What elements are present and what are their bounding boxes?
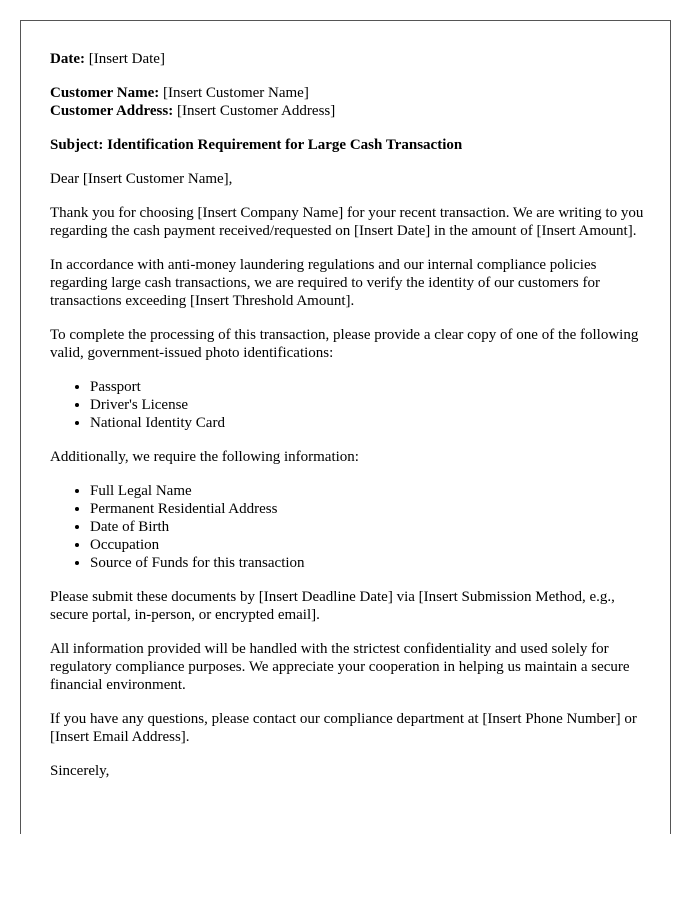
- list-item: • Driver's License: [90, 396, 650, 414]
- compliance-paragraph: In accordance with anti-money laundering regulations and our internal compliance policies regarding large cash transactions, we are required to verify the identity of our customers for transactions exceeding [Insert Threshold Amount].: [50, 257, 600, 309]
- intro-paragraph: Thank you for choosing [Insert Company Name] for your recent transaction. We are writing to you regarding the cash payment received/requested on [Insert Date] in the amount of [Insert Amount].: [50, 205, 644, 239]
- closing: Sincerely,: [50, 763, 110, 779]
- subject-line: [50, 136, 650, 154]
- customer-address-label: Customer Address:: [50, 103, 174, 119]
- list-item: • Permanent Residential Address: [90, 500, 650, 518]
- confidentiality-paragraph: All information provided will be handled with the strictest confidentiality and used solely for regulatory compliance purposes. We appreciate your cooperation in helping us maintain a secure financial environment.: [50, 641, 630, 693]
- list-item: • Source of Funds for this transaction: [90, 554, 650, 572]
- greeting: Dear [Insert Customer Name],: [50, 171, 233, 187]
- info-list: [50, 482, 650, 572]
- list-item: • Passport: [90, 378, 650, 396]
- customer-name-line: [50, 84, 650, 102]
- contact-paragraph: If you have any questions, please contact our compliance department at [Insert Phone Number] or [Insert Email Address].: [50, 711, 637, 745]
- customer-name-label: Customer Name:: [50, 85, 160, 101]
- customer-address-value: [Insert Customer Address]: [176, 103, 336, 119]
- date-label: Date:: [50, 51, 85, 67]
- list-item: • Full Legal Name: [90, 482, 650, 500]
- date-value: [Insert Date]: [88, 51, 165, 67]
- id-list: [50, 378, 650, 432]
- list-item: • Occupation: [90, 536, 650, 554]
- id-request-paragraph: To complete the processing of this transaction, please provide a clear copy of one of the following valid, government-issued photo identifications:: [50, 327, 639, 361]
- customer-address-line: [50, 102, 650, 120]
- date-line: [50, 50, 650, 68]
- deadline-paragraph: Please submit these documents by [Insert Deadline Date] via [Insert Submission Method, e.g., secure portal, in-person, or encrypted email].: [50, 589, 615, 623]
- list-item: • National Identity Card: [90, 414, 650, 432]
- customer-name-value: [Insert Customer Name]: [163, 85, 309, 101]
- info-request-paragraph: Additionally, we require the following information:: [50, 449, 359, 465]
- subject-text: Subject: Identification Requirement for Large Cash Transaction: [50, 137, 463, 153]
- list-item: • Date of Birth: [90, 518, 650, 536]
- letter-page: [20, 20, 671, 834]
